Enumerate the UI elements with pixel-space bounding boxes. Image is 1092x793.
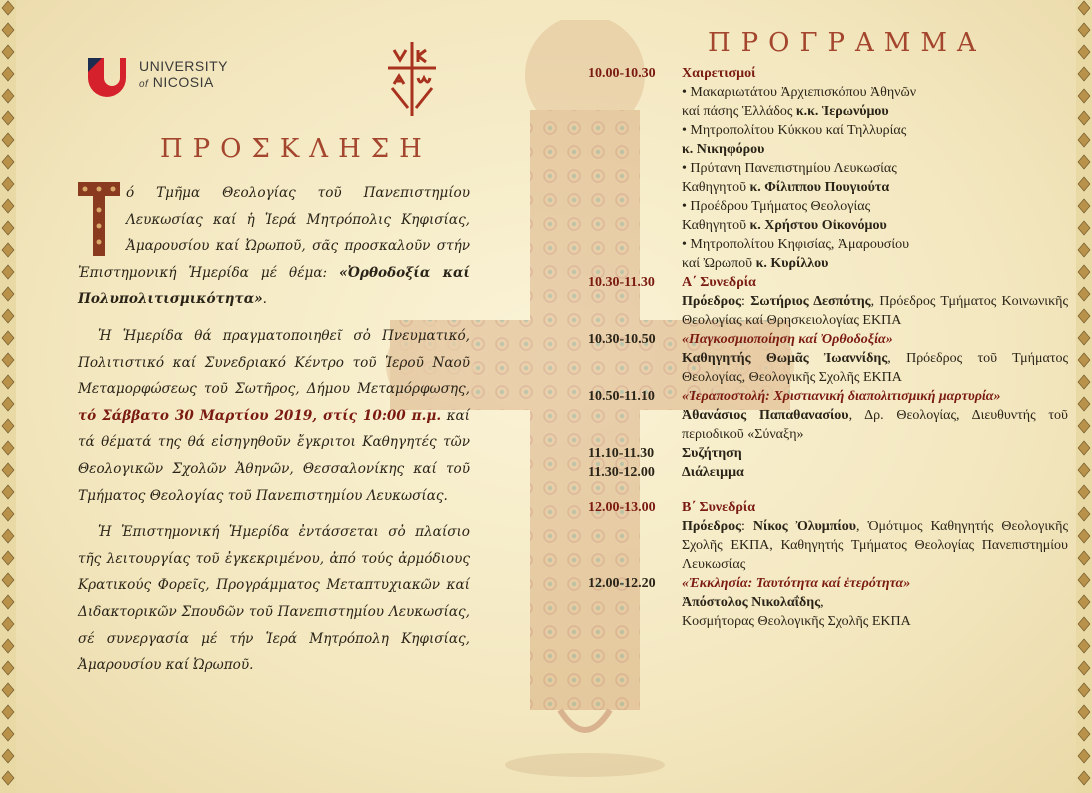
session-label: Διάλειμμα <box>682 465 744 480</box>
schedule-entry-talk-3 <box>588 574 1068 631</box>
paragraph-1-text: ό Τμῆμα Θεολογίας τοῦ Πανεπιστημίου Λευκωσίας καί ἡ Ἱερά Μητρόπολις Κηφισίας, Ἀμαρουσίου καί Ὠρωποῦ, σᾶς προσκαλοῦν στήν Ἐπιστημονική Ἡμερίδα μέ θέμα: <box>78 185 470 281</box>
session-label: Συζήτηση <box>682 446 742 461</box>
schedule-entry-talk-1 <box>588 330 1068 387</box>
greeting-line: • Προέδρου Τμήματος Θεολογίας <box>682 199 871 214</box>
talk-speaker-desc: Κοσμήτορας Θεολογικῆς Σχολῆς ΕΚΠΑ <box>682 614 911 629</box>
invitation-paragraph-1 <box>78 180 470 313</box>
time-slot: 10.30-11.30 <box>588 275 655 290</box>
university-name-line2: NICOSIA <box>152 74 214 90</box>
time-slot: 10.50-11.10 <box>588 389 655 404</box>
greeting-line: Καθηγητοῦ κ. Φίλιππου Πουγιούτα <box>682 180 890 195</box>
event-date: τό Σάββατο 30 Μαρτίου 2019, στίς 10:00 π.μ. <box>78 407 442 424</box>
session-chair: Πρόεδρος: Σωτήριος Δεσπότης, Πρόεδρος Τμήματος Κοινωνικῆς Θεολογίας καί Θρησκειολογίας ΕΚΠΑ <box>682 294 1068 328</box>
time-slot: 11.10-11.30 <box>588 446 655 461</box>
ornamental-border-left <box>0 0 16 793</box>
talk-title: «Ἐκκλησία: Ταυτότητα καί ἑτερότητα» <box>682 576 911 591</box>
time-slot: 10.30-10.50 <box>588 332 656 347</box>
time-slot: 12.00-13.00 <box>588 500 656 515</box>
talk-title: «Ἱεραποστολή: Χριστιανική διαπολιτισμική μαρτυρία» <box>682 389 1001 404</box>
program-title: ΠΡΟΓΡΑΜΜΑ <box>708 28 986 58</box>
schedule-entry-session-b <box>588 498 1068 574</box>
greeting-line: καί Ὠρωποῦ κ. Κυρίλλου <box>682 256 829 271</box>
invitation-paragraph-2 <box>78 323 470 509</box>
schedule-entry-session-a <box>588 273 1068 330</box>
schedule-entry-discussion <box>588 444 1068 463</box>
session-heading: Β΄ Συνεδρία <box>682 500 756 515</box>
byzantine-monogram-icon <box>382 38 442 120</box>
schedule-entry-break <box>588 463 1068 482</box>
paragraph-2-text-a: Ἡ Ἡμερίδα θά πραγματοποιηθεῖ σὀ Πνευματικό, Πολιτιστικό καί Συνεδριακό Κέντρο τοῦ Ἱεροῦ Ναοῦ Μεταμορφώσεως τοῦ Σωτῆρος, Δήμου Μεταμόρφωσης, <box>78 327 470 398</box>
session-chair: Πρόεδρος: Νίκος Ὀλυμπίου, Ὁμότιμος Καθηγητής Θεολογικῆς Σχολῆς ΕΚΠΑ, Καθηγητής Τμήματος Θεολογίας Πανεπιστημίου Λευκωσίας <box>682 519 1069 572</box>
greeting-line: • Μακαριωτάτου Ἀρχιεπισκόπου Ἀθηνῶν <box>682 85 917 100</box>
talk-title: «Παγκοσμιοποίηση καί Ὀρθοδοξία» <box>682 332 893 347</box>
university-name-line1: UNIVERSITY <box>139 58 229 74</box>
session-heading: Χαιρετισμοί <box>682 66 756 81</box>
greeting-line: • Μητροπολίτου Κύκκου καί Τηλλυρίας <box>682 123 907 138</box>
talk-speaker: Ἀθανάσιος Παπαθανασίου, Δρ. Θεολογίας, Διευθυντής τοῦ περιοδικοῦ «Σύναξη» <box>682 408 1068 442</box>
paragraph-1-end: . <box>262 291 267 308</box>
university-logo <box>84 52 254 102</box>
invitation-paragraph-3: Ἡ Ἐπιστημονική Ἡμερίδα ἐντάσσεται σὀ πλαίσιο τῆς λειτουργίας τοῦ ἐγκεκριμένου, ἀπό τούς ἁρμόδιους Κρατικούς Φορεῖς, Προγράμματος Μεταπτυχιακῶν καί Διδακτορικῶν Σπουδῶν τοῦ Πανεπιστημίου Λευκωσίας, σέ συνεργασία μέ τήν Ἱερά Μητρόπολη Κηφισίας, Ἀμαρουσίου καί Ὠρωποῦ. <box>78 524 470 674</box>
greeting-line: κ. Νικηφόρου <box>682 142 765 157</box>
time-slot: 11.30-12.00 <box>588 465 655 480</box>
time-slot: 10.00-10.30 <box>588 66 656 81</box>
drop-cap-initial <box>78 182 120 258</box>
greeting-line: • Πρύτανη Πανεπιστημίου Λευκωσίας <box>682 161 897 176</box>
time-slot: 12.00-12.20 <box>588 576 656 591</box>
program-schedule <box>588 64 1068 631</box>
university-shield-icon <box>84 54 128 98</box>
invitation-title: ΠΡΟΣΚΛΗΣΗ <box>160 134 432 164</box>
event-theme: «Ὀρθοδοξία καί Πολυπολιτισμικότητα» <box>78 264 470 308</box>
session-heading: Α΄ Συνεδρία <box>682 275 756 290</box>
greeting-line: Καθηγητοῦ κ. Χρήστου Οἰκονόμου <box>682 218 887 233</box>
invitation-body <box>78 180 470 689</box>
talk-speaker: Ἀπόστολος Νικολαΐδης, <box>682 595 824 610</box>
ornamental-border-right <box>1076 0 1092 793</box>
schedule-entry-greetings <box>588 64 1068 273</box>
schedule-entry-talk-2 <box>588 387 1068 444</box>
talk-speaker: Καθηγητής Θωμᾶς Ἰωαννίδης, Πρόεδρος τοῦ Τμήματος Θεολογίας, Θεολογικῆς Σχολῆς ΕΚΠΑ <box>682 351 1068 385</box>
paragraph-2-text-b: καί τά θέματά της θά εἰσηγηθοῦν ἔγκριτοι Καθηγητές τῶν Θεολογικῶν Σχολῶν Ἀθηνῶν, Θεσσαλονίκης καί τοῦ Τμήματος Θεολογίας τοῦ Πανεπιστημίου Λευκωσίας. <box>78 407 471 504</box>
greeting-line: • Μητροπολίτου Κηφισίας, Ἀμαρουσίου <box>682 237 910 252</box>
greeting-line: καί πάσης Ἑλλάδος κ.κ. Ἱερωνύμου <box>682 104 889 119</box>
university-name <box>139 58 228 93</box>
university-name-of: of <box>139 79 149 90</box>
